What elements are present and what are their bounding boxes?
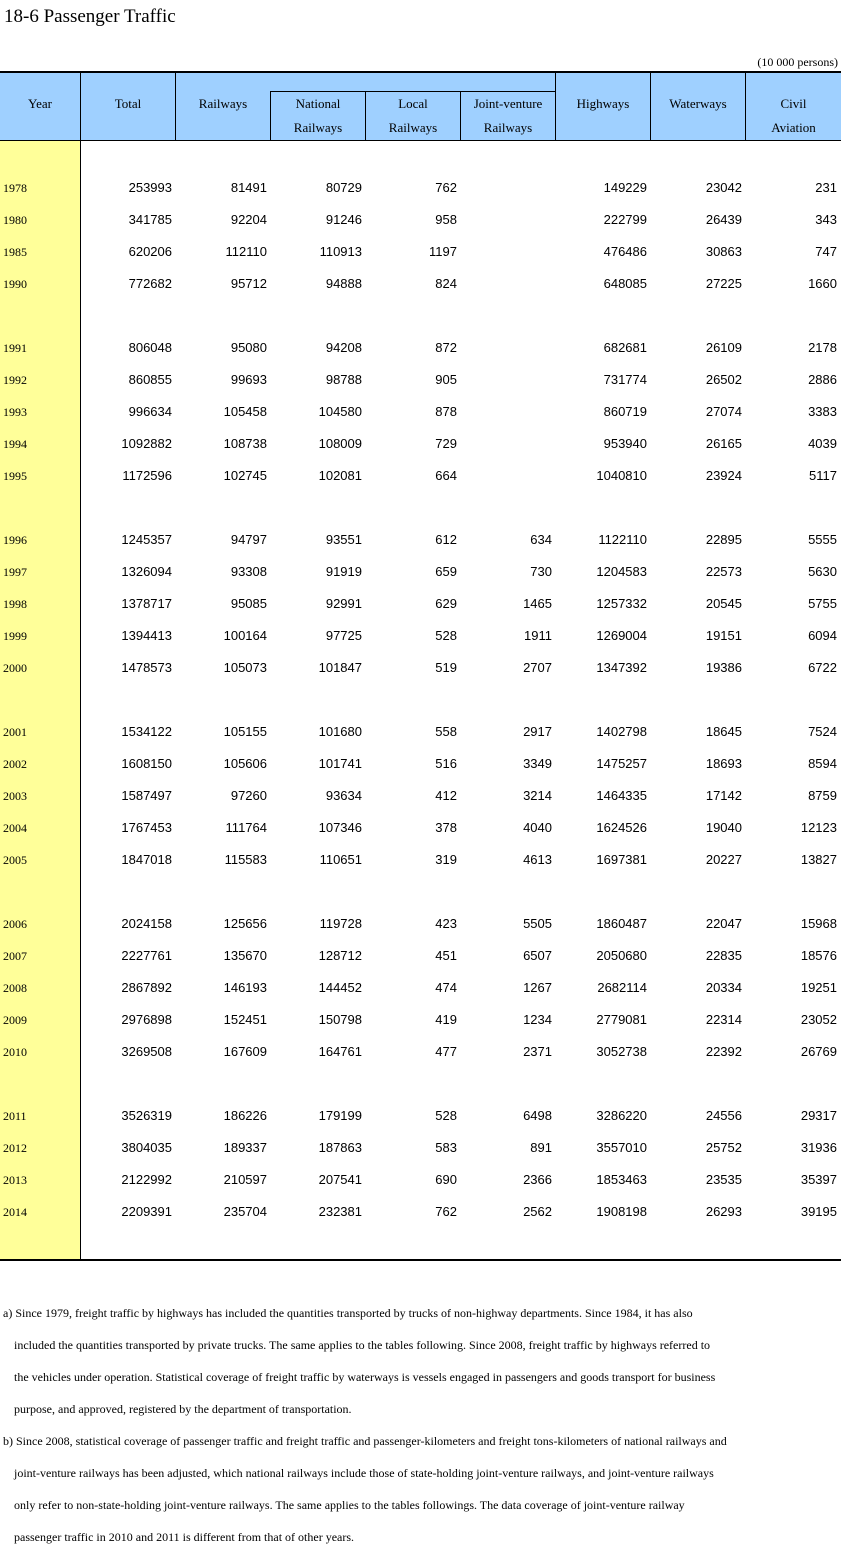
header-waterways: Waterways	[669, 96, 727, 111]
cell-total: 2867892	[121, 980, 172, 995]
cell-joint-venture-railways: 6498	[523, 1108, 552, 1123]
cell-local-railways: 629	[435, 596, 457, 611]
cell-year: 1996	[3, 533, 27, 547]
cell-joint-venture-railways: 634	[530, 532, 552, 547]
table-row	[0, 657, 841, 679]
cell-civil-aviation: 19251	[800, 980, 837, 995]
header-civil-line2: Aviation	[771, 120, 816, 135]
table-row	[0, 1169, 841, 1191]
cell-railways: 105073	[223, 660, 267, 675]
table-row	[0, 1201, 841, 1223]
cell-railways: 167609	[223, 1044, 267, 1059]
cell-national-railways: 207541	[318, 1172, 362, 1187]
year-column-background	[0, 140, 80, 1261]
cell-railways: 100164	[223, 628, 267, 643]
cell-year: 1985	[3, 245, 27, 259]
cell-total: 620206	[128, 244, 172, 259]
cell-joint-venture-railways: 3349	[523, 756, 552, 771]
table-row	[0, 1041, 841, 1063]
cell-joint-venture-railways: 3214	[523, 788, 552, 803]
table-row	[0, 561, 841, 583]
cell-joint-venture-railways: 2562	[523, 1204, 552, 1219]
cell-local-railways: 558	[435, 724, 457, 739]
note-b-line4: passenger traffic in 2010 and 2011 is different from that of other years.	[14, 1530, 355, 1544]
header-highways: Highways	[576, 96, 630, 111]
cell-highways: 3286220	[596, 1108, 647, 1123]
cell-railways: 92204	[230, 212, 267, 227]
cell-local-railways: 583	[435, 1140, 457, 1155]
cell-total: 860855	[128, 372, 172, 387]
cell-railways: 81491	[230, 180, 267, 195]
cell-civil-aviation: 26769	[800, 1044, 837, 1059]
cell-joint-venture-railways: 1911	[524, 628, 552, 643]
header-joint-line1: Joint-venture	[473, 96, 543, 111]
cell-joint-venture-railways: 2917	[523, 724, 552, 739]
header-joint-line2: Railways	[483, 120, 533, 135]
cell-year: 2000	[3, 661, 27, 675]
cell-local-railways: 419	[435, 1012, 457, 1027]
cell-highways: 2779081	[596, 1012, 647, 1027]
cell-joint-venture-railways: 4040	[523, 820, 552, 835]
cell-total: 3526319	[121, 1108, 172, 1123]
cell-highways: 1475257	[596, 756, 647, 771]
cell-year: 1992	[3, 373, 27, 387]
cell-local-railways: 423	[435, 916, 457, 931]
cell-civil-aviation: 2886	[808, 372, 837, 387]
table-row	[0, 753, 841, 775]
cell-waterways: 26439	[705, 212, 742, 227]
cell-total: 1478573	[121, 660, 172, 675]
cell-local-railways: 729	[435, 436, 457, 451]
cell-waterways: 22895	[705, 532, 742, 547]
cell-national-railways: 150798	[318, 1012, 362, 1027]
cell-civil-aviation: 4039	[808, 436, 837, 451]
cell-year: 2004	[3, 821, 27, 835]
cell-waterways: 22392	[705, 1044, 742, 1059]
passenger-traffic-table	[0, 71, 841, 1261]
cell-year: 2007	[3, 949, 27, 963]
cell-civil-aviation: 343	[815, 212, 837, 227]
cell-national-railways: 107346	[318, 820, 362, 835]
cell-national-railways: 108009	[318, 436, 362, 451]
header-local-line2: Railways	[388, 120, 438, 135]
cell-civil-aviation: 7524	[808, 724, 837, 739]
header-national-line1: National	[295, 96, 341, 111]
cell-highways: 1040810	[596, 468, 647, 483]
cell-national-railways: 101847	[318, 660, 362, 675]
cell-local-railways: 824	[435, 276, 457, 291]
cell-waterways: 19151	[705, 628, 742, 643]
cell-national-railways: 187863	[318, 1140, 362, 1155]
cell-waterways: 24556	[705, 1108, 742, 1123]
cell-railways: 189337	[223, 1140, 267, 1155]
cell-highways: 149229	[603, 180, 647, 195]
cell-year: 2002	[3, 757, 27, 771]
cell-waterways: 26502	[705, 372, 742, 387]
cell-total: 1245357	[121, 532, 172, 547]
cell-highways: 3557010	[596, 1140, 647, 1155]
cell-total: 2209391	[121, 1204, 172, 1219]
cell-highways: 222799	[603, 212, 647, 227]
cell-highways: 1347392	[596, 660, 647, 675]
cell-year: 2009	[3, 1013, 27, 1027]
cell-railways: 210597	[223, 1172, 267, 1187]
cell-national-railways: 101680	[318, 724, 362, 739]
cell-national-railways: 92991	[325, 596, 362, 611]
note-b-line1: b) Since 2008, statistical coverage of passenger traffic and freight traffic and passenger-kilometers and freight tons-kilometers of national railways and	[3, 1434, 727, 1448]
cell-civil-aviation: 31936	[800, 1140, 837, 1155]
cell-total: 3269508	[121, 1044, 172, 1059]
cell-year: 1990	[3, 277, 27, 291]
cell-local-railways: 1197	[429, 244, 457, 259]
cell-waterways: 23042	[705, 180, 742, 195]
cell-waterways: 20545	[705, 596, 742, 611]
cell-waterways: 23535	[705, 1172, 742, 1187]
cell-total: 1587497	[121, 788, 172, 803]
cell-highways: 1908198	[596, 1204, 647, 1219]
table-row	[0, 401, 841, 423]
cell-civil-aviation: 18576	[800, 948, 837, 963]
cell-year: 2008	[3, 981, 27, 995]
cell-civil-aviation: 747	[815, 244, 837, 259]
cell-highways: 1257332	[596, 596, 647, 611]
table-row	[0, 465, 841, 487]
cell-railways: 186226	[223, 1108, 267, 1123]
cell-highways: 476486	[603, 244, 647, 259]
cell-national-railways: 119728	[319, 916, 362, 931]
cell-railways: 115583	[224, 852, 267, 867]
cell-civil-aviation: 6094	[808, 628, 837, 643]
cell-total: 772682	[128, 276, 172, 291]
table-row	[0, 849, 841, 871]
cell-year: 1999	[3, 629, 27, 643]
cell-waterways: 18645	[705, 724, 742, 739]
cell-total: 2227761	[121, 948, 172, 963]
cell-year: 1978	[3, 181, 27, 195]
table-row	[0, 177, 841, 199]
cell-joint-venture-railways: 2366	[523, 1172, 552, 1187]
cell-year: 2003	[3, 789, 27, 803]
cell-year: 1991	[3, 341, 27, 355]
cell-year: 1998	[3, 597, 27, 611]
cell-total: 1394413	[121, 628, 172, 643]
cell-national-railways: 80729	[325, 180, 362, 195]
cell-railways: 146193	[223, 980, 267, 995]
table-row	[0, 817, 841, 839]
unit-label: (10 000 persons)	[757, 55, 838, 69]
cell-national-railways: 232381	[318, 1204, 362, 1219]
cell-national-railways: 110913	[319, 244, 362, 259]
cell-railways: 95712	[230, 276, 267, 291]
cell-civil-aviation: 12123	[800, 820, 837, 835]
cell-local-railways: 612	[435, 532, 457, 547]
cell-local-railways: 528	[435, 1108, 457, 1123]
cell-waterways: 18693	[705, 756, 742, 771]
cell-total: 2976898	[121, 1012, 172, 1027]
cell-total: 806048	[128, 340, 172, 355]
note-b-line3: only refer to non-state-holding joint-venture railways. The same applies to the tables followings. The data coverage of joint-venture railway	[14, 1498, 685, 1512]
cell-civil-aviation: 23052	[800, 1012, 837, 1027]
cell-railways: 95080	[230, 340, 267, 355]
table-row	[0, 1137, 841, 1159]
cell-railways: 93308	[230, 564, 267, 579]
cell-railways: 102745	[223, 468, 267, 483]
cell-waterways: 25752	[705, 1140, 742, 1155]
cell-local-railways: 762	[435, 180, 457, 195]
cell-highways: 1204583	[596, 564, 647, 579]
cell-railways: 152451	[223, 1012, 267, 1027]
cell-railways: 112110	[225, 244, 267, 259]
cell-civil-aviation: 39195	[800, 1204, 837, 1219]
cell-total: 1767453	[121, 820, 172, 835]
cell-joint-venture-railways: 730	[530, 564, 552, 579]
cell-year: 2001	[3, 725, 27, 739]
cell-local-railways: 319	[435, 852, 457, 867]
table-row	[0, 913, 841, 935]
cell-year: 1993	[3, 405, 27, 419]
cell-waterways: 23924	[705, 468, 742, 483]
cell-civil-aviation: 1660	[808, 276, 837, 291]
cell-highways: 1853463	[596, 1172, 647, 1187]
header-civil-line1: Civil	[780, 96, 807, 111]
table-row	[0, 721, 841, 743]
cell-total: 1326094	[121, 564, 172, 579]
cell-civil-aviation: 5555	[808, 532, 837, 547]
cell-waterways: 27225	[705, 276, 742, 291]
cell-waterways: 26109	[705, 340, 742, 355]
cell-highways: 2682114	[597, 980, 647, 995]
cell-railways: 97260	[230, 788, 267, 803]
table-row	[0, 241, 841, 263]
cell-total: 1172596	[122, 468, 172, 483]
cell-national-railways: 91246	[325, 212, 362, 227]
cell-civil-aviation: 35397	[800, 1172, 837, 1187]
cell-railways: 105458	[223, 404, 267, 419]
cell-railways: 105155	[223, 724, 267, 739]
cell-highways: 682681	[603, 340, 647, 355]
cell-railways: 108738	[223, 436, 267, 451]
cell-national-railways: 94208	[325, 340, 362, 355]
cell-waterways: 26165	[705, 436, 742, 451]
cell-year: 2011	[3, 1109, 27, 1123]
cell-highways: 1122110	[598, 532, 647, 547]
cell-civil-aviation: 3383	[808, 404, 837, 419]
cell-joint-venture-railways: 2371	[523, 1044, 552, 1059]
header-year: Year	[28, 96, 52, 111]
cell-railways: 235704	[223, 1204, 267, 1219]
cell-local-railways: 872	[435, 340, 457, 355]
cell-civil-aviation: 231	[815, 180, 837, 195]
cell-civil-aviation: 13827	[800, 852, 837, 867]
cell-waterways: 22314	[705, 1012, 742, 1027]
note-a-line4: purpose, and approved, registered by the department of transportation.	[14, 1402, 352, 1416]
cell-joint-venture-railways: 6507	[523, 948, 552, 963]
cell-year: 2012	[3, 1141, 27, 1155]
cell-railways: 94797	[230, 532, 267, 547]
note-a-line2: included the quantities transported by private trucks. The same applies to the tables following. Since 2008, freight traffic by highways referred to	[14, 1338, 711, 1352]
cell-national-railways: 102081	[318, 468, 362, 483]
header-national-line2: Railways	[293, 120, 343, 135]
cell-joint-venture-railways: 891	[530, 1140, 552, 1155]
cell-local-railways: 878	[435, 404, 457, 419]
cell-highways: 1402798	[596, 724, 647, 739]
cell-total: 1608150	[121, 756, 172, 771]
cell-total: 1092882	[121, 436, 172, 451]
cell-highways: 1860487	[596, 916, 647, 931]
cell-railways: 135670	[223, 948, 267, 963]
cell-highways: 1269004	[596, 628, 647, 643]
cell-total: 1378717	[121, 596, 172, 611]
table-row	[0, 273, 841, 295]
cell-civil-aviation: 8594	[808, 756, 837, 771]
cell-railways: 95085	[230, 596, 267, 611]
cell-railways: 111764	[225, 820, 267, 835]
table-row	[0, 433, 841, 455]
cell-waterways: 27074	[705, 404, 742, 419]
cell-civil-aviation: 8759	[808, 788, 837, 803]
cell-national-railways: 97725	[325, 628, 362, 643]
header-local-line1: Local	[398, 96, 428, 111]
cell-waterways: 20227	[705, 852, 742, 867]
cell-year: 1995	[3, 469, 27, 483]
cell-highways: 1624526	[596, 820, 647, 835]
cell-local-railways: 659	[435, 564, 457, 579]
cell-civil-aviation: 29317	[800, 1108, 837, 1123]
cell-year: 1997	[3, 565, 27, 579]
cell-national-railways: 110651	[319, 852, 362, 867]
table-row	[0, 977, 841, 999]
cell-civil-aviation: 5117	[809, 468, 837, 483]
cell-national-railways: 93634	[325, 788, 362, 803]
cell-railways: 125656	[223, 916, 267, 931]
cell-national-railways: 91919	[325, 564, 362, 579]
cell-national-railways: 94888	[325, 276, 362, 291]
cell-year: 2006	[3, 917, 27, 931]
cell-waterways: 17142	[705, 788, 742, 803]
cell-total: 253993	[128, 180, 172, 195]
cell-total: 2122992	[121, 1172, 172, 1187]
cell-highways: 3052738	[596, 1044, 647, 1059]
cell-total: 1847018	[121, 852, 172, 867]
cell-waterways: 26293	[705, 1204, 742, 1219]
cell-total: 996634	[128, 404, 172, 419]
table-row	[0, 1105, 841, 1127]
cell-joint-venture-railways: 4613	[523, 852, 552, 867]
cell-national-railways: 98788	[325, 372, 362, 387]
cell-highways: 1697381	[596, 852, 647, 867]
cell-joint-venture-railways: 1267	[523, 980, 552, 995]
cell-local-railways: 905	[435, 372, 457, 387]
cell-year: 2005	[3, 853, 27, 867]
note-a-line1: a) Since 1979, freight traffic by highways has included the quantities transported by trucks of non-highway departments. Since 1984, it has also	[3, 1306, 693, 1320]
header-total: Total	[114, 96, 142, 111]
cell-local-railways: 958	[435, 212, 457, 227]
cell-year: 2010	[3, 1045, 27, 1059]
header-railways: Railways	[198, 96, 248, 111]
cell-national-railways: 93551	[325, 532, 362, 547]
cell-national-railways: 144452	[318, 980, 362, 995]
cell-railways: 105606	[223, 756, 267, 771]
cell-waterways: 20334	[705, 980, 742, 995]
cell-highways: 860719	[603, 404, 647, 419]
cell-local-railways: 451	[435, 948, 457, 963]
cell-joint-venture-railways: 2707	[523, 660, 552, 675]
cell-total: 2024158	[121, 916, 172, 931]
cell-year: 2014	[3, 1205, 27, 1219]
page-title: 18-6 Passenger Traffic	[4, 6, 176, 27]
cell-year: 1980	[3, 213, 27, 227]
cell-local-railways: 664	[435, 468, 457, 483]
table-row	[0, 1009, 841, 1031]
cell-local-railways: 477	[435, 1044, 457, 1059]
cell-local-railways: 412	[435, 788, 457, 803]
table-row	[0, 337, 841, 359]
cell-local-railways: 378	[435, 820, 457, 835]
cell-local-railways: 516	[435, 756, 457, 771]
cell-waterways: 19040	[705, 820, 742, 835]
cell-local-railways: 528	[435, 628, 457, 643]
cell-waterways: 22573	[705, 564, 742, 579]
cell-national-railways: 128712	[318, 948, 362, 963]
table-row	[0, 369, 841, 391]
table-row	[0, 209, 841, 231]
table-row	[0, 785, 841, 807]
table-row	[0, 945, 841, 967]
cell-waterways: 19386	[705, 660, 742, 675]
note-b-line2: joint-venture railways has been adjusted, which national railways include those of state-holding joint-venture railways, and joint-venture railways	[14, 1466, 714, 1480]
cell-total: 341785	[128, 212, 172, 227]
note-a-line3: the vehicles under operation. Statistical coverage of freight traffic by waterways is vessels engaged in passengers and goods transport for business	[14, 1370, 716, 1384]
cell-local-railways: 519	[435, 660, 457, 675]
cell-highways: 953940	[603, 436, 647, 451]
cell-national-railways: 104580	[318, 404, 362, 419]
cell-railways: 99693	[230, 372, 267, 387]
footnotes	[3, 1297, 838, 1553]
cell-local-railways: 762	[435, 1204, 457, 1219]
cell-total: 1534122	[121, 724, 172, 739]
cell-joint-venture-railways: 1465	[523, 596, 552, 611]
cell-civil-aviation: 5755	[808, 596, 837, 611]
table-row	[0, 593, 841, 615]
cell-highways: 1464335	[596, 788, 647, 803]
cell-civil-aviation: 6722	[808, 660, 837, 675]
cell-national-railways: 179199	[318, 1108, 362, 1123]
cell-national-railways: 164761	[318, 1044, 362, 1059]
cell-civil-aviation: 5630	[808, 564, 837, 579]
cell-waterways: 22047	[705, 916, 742, 931]
cell-joint-venture-railways: 5505	[523, 916, 552, 931]
cell-year: 1994	[3, 437, 27, 451]
cell-total: 3804035	[121, 1140, 172, 1155]
cell-highways: 731774	[603, 372, 647, 387]
cell-civil-aviation: 15968	[800, 916, 837, 931]
cell-waterways: 22835	[705, 948, 742, 963]
cell-civil-aviation: 2178	[808, 340, 837, 355]
table-row	[0, 625, 841, 647]
table-row	[0, 529, 841, 551]
cell-highways: 2050680	[596, 948, 647, 963]
cell-waterways: 30863	[705, 244, 742, 259]
cell-highways: 648085	[603, 276, 647, 291]
cell-joint-venture-railways: 1234	[523, 1012, 552, 1027]
cell-national-railways: 101741	[318, 756, 362, 771]
cell-local-railways: 474	[435, 980, 457, 995]
cell-local-railways: 690	[435, 1172, 457, 1187]
cell-year: 2013	[3, 1173, 27, 1187]
